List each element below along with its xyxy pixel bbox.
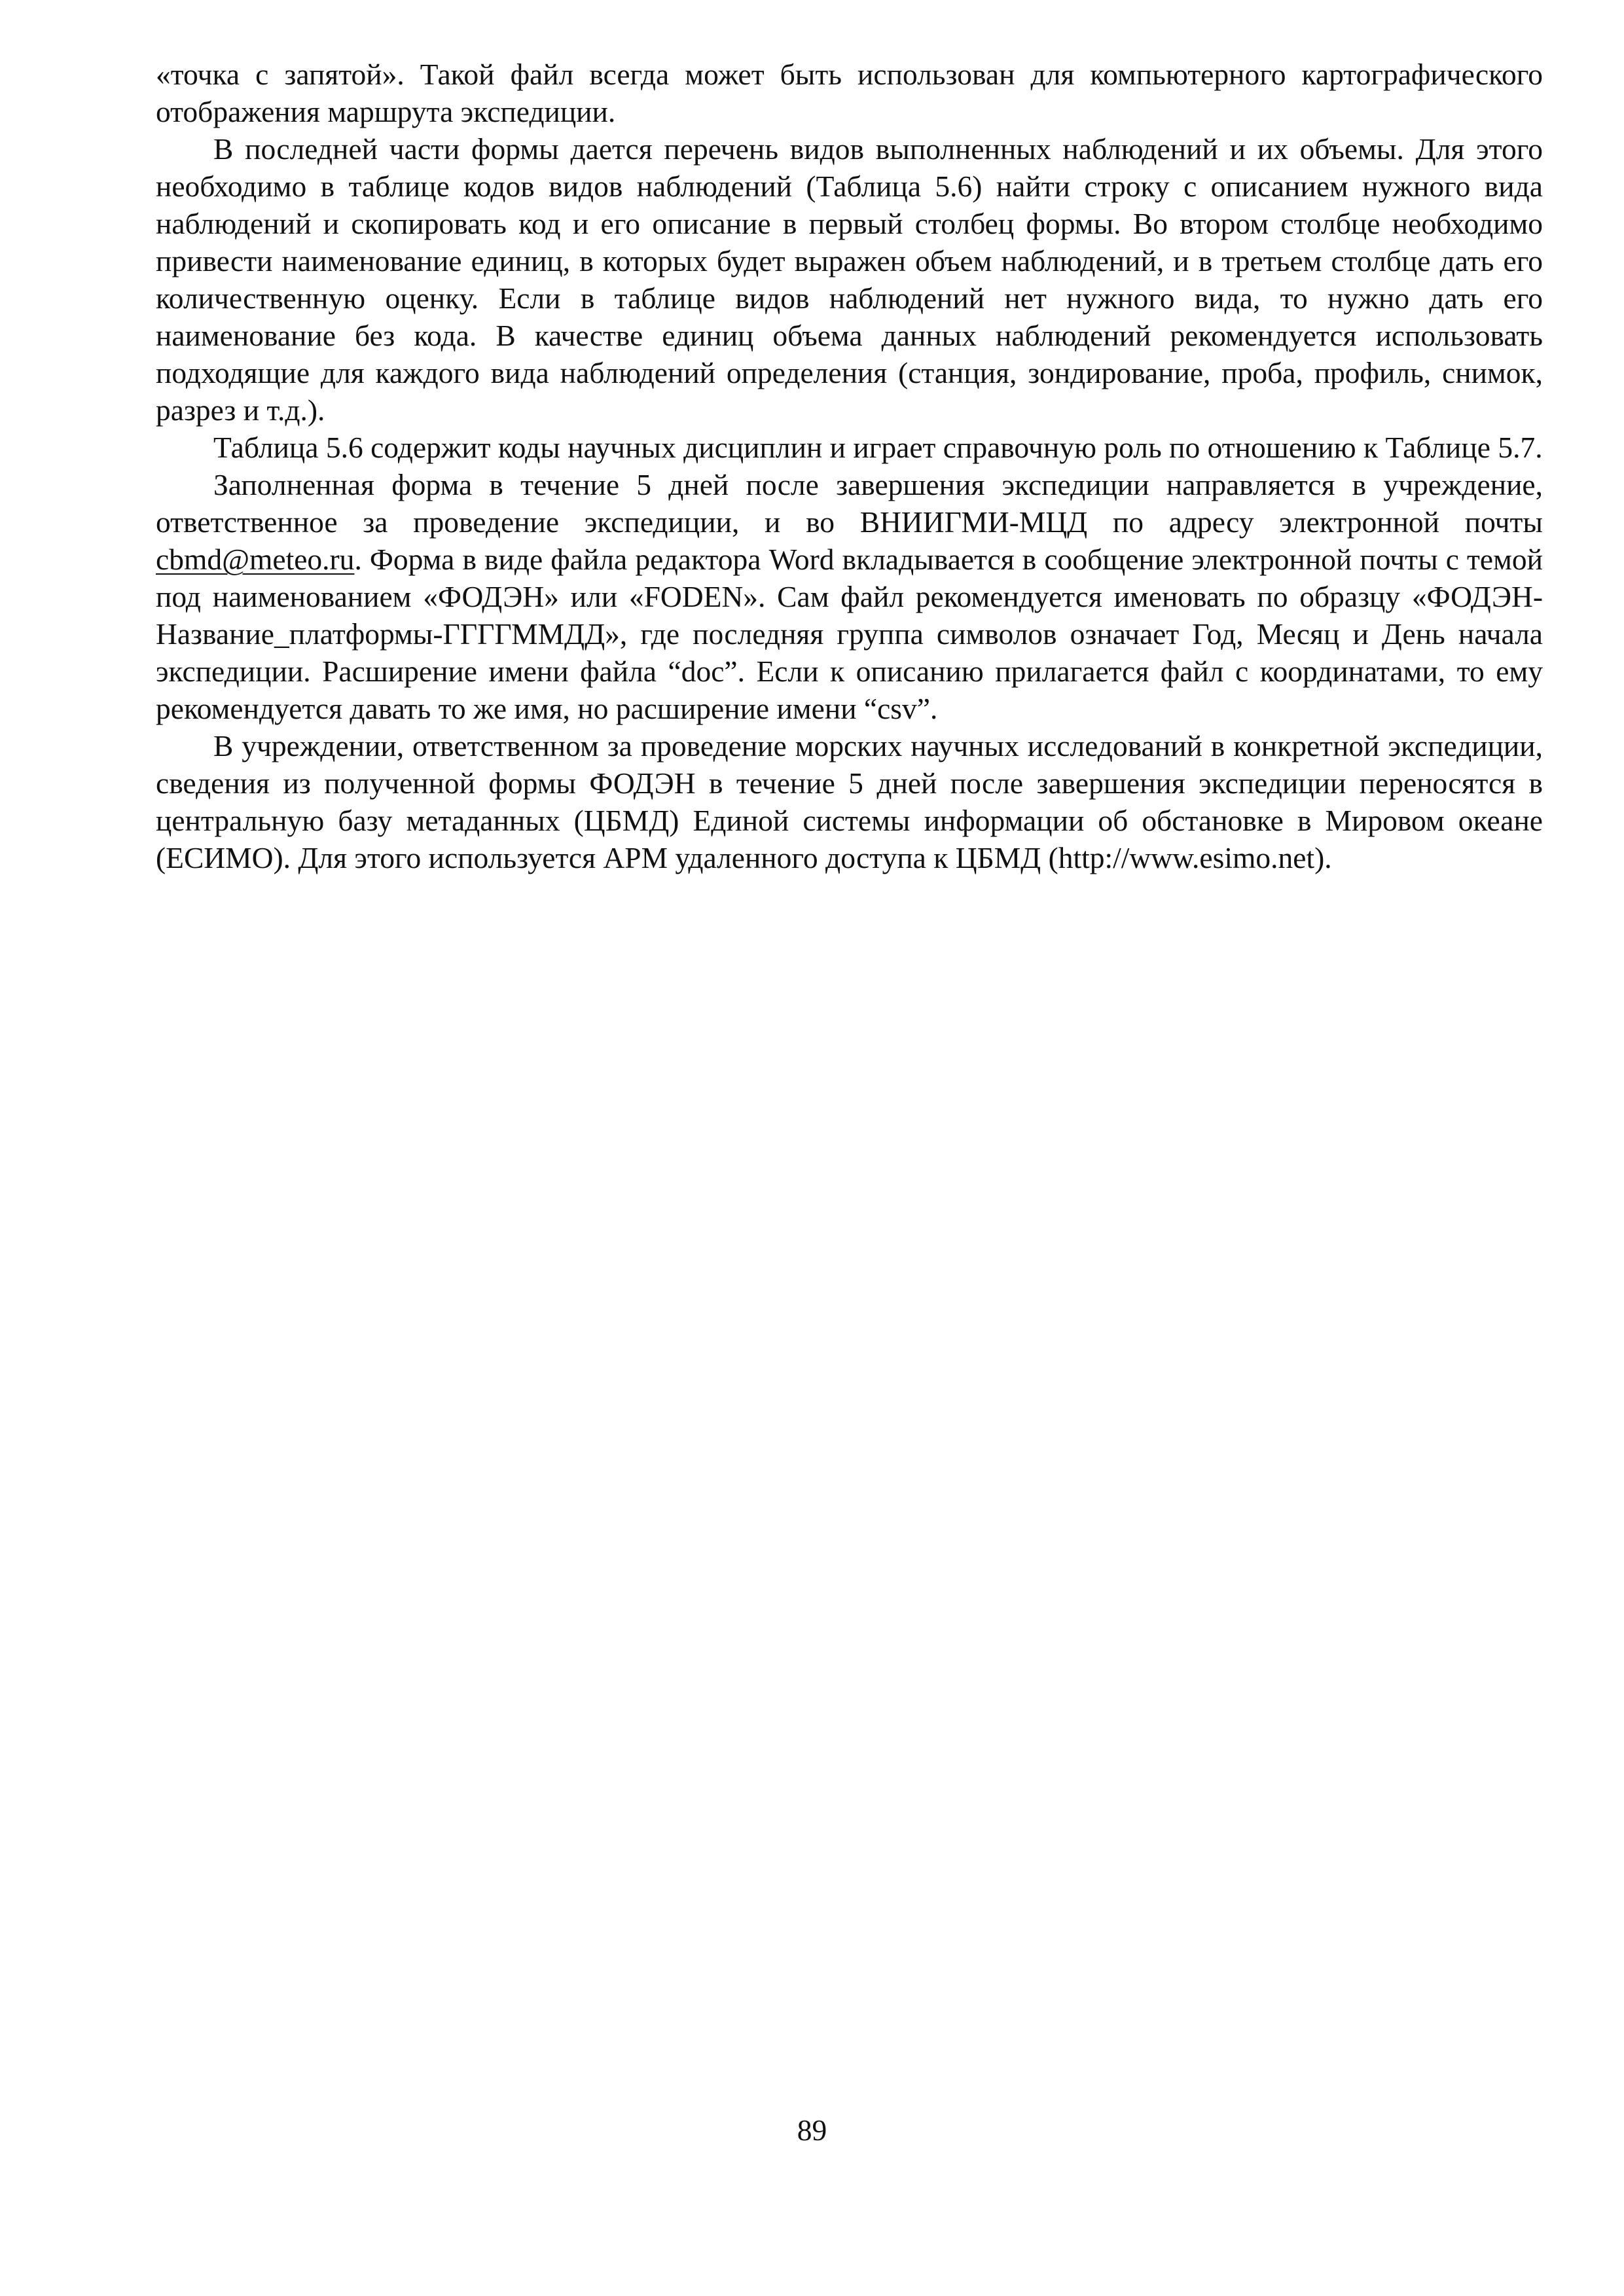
- paragraph-metadata-transfer: В учреждении, ответственном за проведение морских научных исследований в конкретной экспедиции, сведения из полученной формы ФОДЭН в течение 5 дней после завершения экспедиции переносятся в центральную базу метаданных (ЦБМД) Единой системы информации об обстановке в Мировом океане (ЕСИМО). Для этого используется АРМ удаленного доступа к ЦБМД (http://www.esimo.net).: [156, 729, 1543, 874]
- email-link[interactable]: cbmd@meteo.ru: [156, 543, 355, 576]
- paragraph-observation-types: В последней части формы дается перечень видов выполненных наблюдений и их объемы. Для этого необходимо в таблице кодов видов наблюдений (Таблица 5.6) найти строку с описанием нужного вида наблюдений и скопировать код и его описание в первый столбец формы. Во втором столбце необходимо привести наименование единиц, в которых будет выражен объем наблюдений, и в третьем столбце дать его количественную оценку. Если в таблице видов наблюдений нет нужного вида, то нужно дать его наименование без кода. В качестве единиц объема данных наблюдений рекомендуется использовать подходящие для каждого вида наблюдений определения (станция, зондирование, проба, профиль, снимок, разрез и т.д.).: [156, 132, 1543, 427]
- paragraph-continuation: «точка с запятой». Такой файл всегда может быть использован для компьютерного картографического отображения маршрута экспедиции.: [156, 58, 1543, 128]
- page-body: [156, 56, 1543, 876]
- page-number: 89: [797, 2113, 827, 2147]
- paragraph-table-reference: Таблица 5.6 содержит коды научных дисциплин и играет справочную роль по отношению к Таблице 5.7.: [213, 431, 1543, 464]
- submission-text-start: Заполненная форма в течение 5 дней после завершения экспедиции направляется в учреждение, ответственное за проведение экспедиции, и во ВНИИГМИ-МЦД по адресу электронной почты: [156, 468, 1543, 539]
- submission-text-end: . Форма в виде файла редактора Word вкладывается в сообщение электронной почты с темой под наименованием «ФОДЭН» или «FODEN». Сам файл рекомендуется именовать по образцу «ФОДЭН-Название_платформы-ГГГГММДД», где последняя группа символов означает Год, Месяц и День начала экспедиции. Расширение имени файла “doc”. Если к описанию прилагается файл с координатами, то ему рекомендуется давать то же имя, но расширение имени “csv”.: [156, 543, 1543, 725]
- paragraph-submission: [156, 466, 1543, 727]
